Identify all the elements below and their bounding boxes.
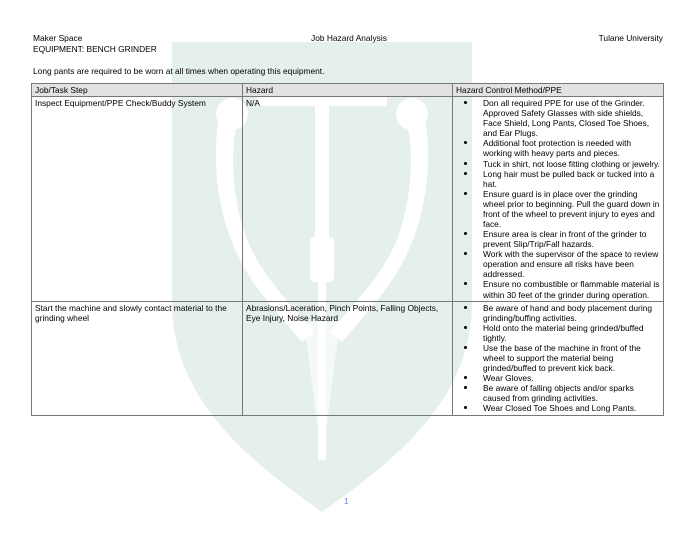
control-item: Be aware of falling objects and/or sparks caused from grinding activities. (483, 383, 660, 403)
control-item: Tuck in shirt, not loose fitting clothing or jewelry. (483, 158, 660, 169)
step-cell: Inspect Equipment/PPE Check/Buddy System (32, 97, 243, 302)
control-item: Don all required PPE for use of the Grinder. Approved Safety Glasses with side shields, Face Shield, Long Pants, Closed Toe Shoes, and Ear Plugs. (483, 98, 660, 138)
page-number: 1 (344, 497, 349, 506)
control-item: Ensure guard is in place over the grinding wheel prior to beginning. Pull the guard down in front of the wheel to prevent injury to eyes and face. (483, 188, 660, 230)
control-item: Wear Gloves. (483, 373, 660, 383)
equipment-label: EQUIPMENT: BENCH GRINDER (33, 44, 157, 54)
step-cell: Start the machine and slowly contact material to the grinding wheel (32, 301, 243, 415)
control-item: Hold onto the material being grinded/buffed tightly. (483, 323, 660, 343)
control-item: Long hair must be pulled back or tucked into a hat. (483, 169, 660, 189)
control-item: Ensure area is clear in front of the grinder to prevent Slip/Trip/Fall hazards. (483, 229, 660, 249)
header-university: Tulane University (598, 33, 663, 43)
control-item: Wear Closed Toe Shoes and Long Pants. (483, 403, 660, 413)
header-organization: Maker Space (33, 33, 83, 43)
header-title: Job Hazard Analysis (311, 33, 387, 43)
control-item: Additional foot protection is needed with working with heavy parts and pieces. (483, 138, 660, 158)
long-pants-note: Long pants are required to be worn at all times when operating this equipment. (33, 66, 325, 76)
table-row (32, 301, 664, 415)
column-header-hazard: Hazard (243, 84, 453, 97)
table-row (32, 97, 664, 302)
job-hazard-table (31, 83, 664, 416)
hazard-cell: Abrasions/Laceration, Pinch Points, Falling Objects, Eye Injury, Noise Hazard (243, 301, 453, 415)
control-item: Be aware of hand and body placement during grinding/buffing activities. (483, 303, 660, 323)
control-item: Work with the supervisor of the space to review operation and ensure all risks have been addressed. (483, 249, 659, 280)
hazard-cell: N/A (243, 97, 453, 302)
control-item: Use the base of the machine in front of the wheel to support the material being grinded/buffed to prevent kick back. (483, 343, 660, 373)
table-header-row (32, 84, 664, 97)
control-list (456, 98, 660, 300)
control-list (456, 303, 660, 414)
controls-cell (453, 97, 664, 302)
control-item: Ensure no combustible or flammable material is within 30 feet of the grinder during operation. (483, 279, 660, 300)
column-header-step: Job/Task Step (32, 84, 243, 97)
controls-cell (453, 301, 664, 415)
column-header-controls: Hazard Control Method/PPE (453, 84, 664, 97)
